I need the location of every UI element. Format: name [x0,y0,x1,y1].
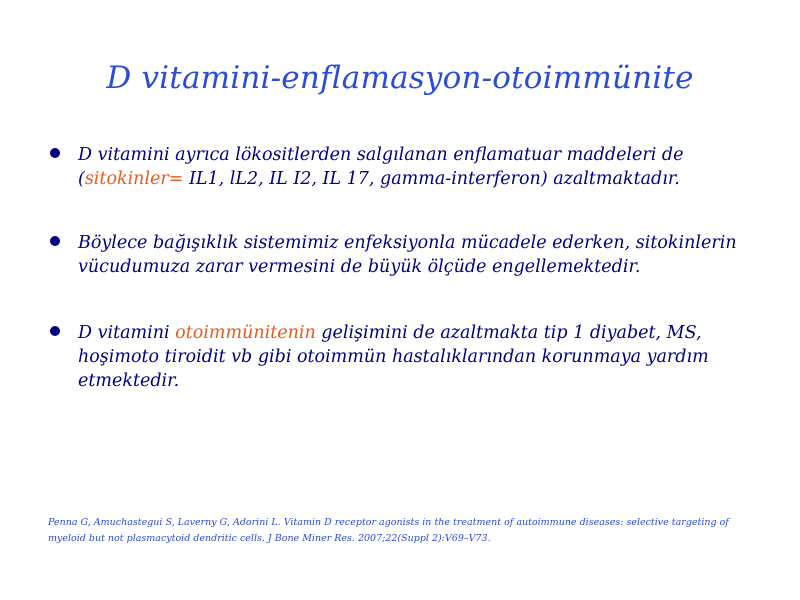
bullet-text-open-paren: ( [78,169,85,189]
bullet-text-after: gelişimini de azaltmakta tip 1 diyabet, MS, hoşimoto tiroidit vb gibi otoimmün hastalıklarından korunmaya yardım etmektedir. [78,323,709,391]
highlight-otoimmunitenin: otoimmünitenin [175,323,316,343]
bullet-item-cytokines [48,143,768,191]
slide-title: D vitamini-enflamasyon-otoimmünite [106,60,694,96]
bullet-dot-icon [50,326,60,336]
bullet-item-immune-system [48,231,768,279]
bullet-text-line2: IL1, lL2, IL I2, IL 17, gamma-interferon) azaltmaktadır. [183,169,680,189]
bullet-dot-icon [50,148,60,158]
highlight-sitokinler: sitokinler= [84,169,184,189]
bullet-item-autoimmunity [48,321,768,393]
bullet-list [48,143,768,433]
bullet-text-line1: D vitamini ayrıca lökositlerden salgılanan enflamatuar maddeleri de [78,145,684,165]
bullet-text-before: D vitamini [78,323,176,343]
bullet-text: Böylece bağışıklık sistemimiz enfeksiyonla mücadele ederken, sitokinlerin vücudumuza zarar vermesini de büyük ölçüde engellemektedir. [78,233,737,277]
bullet-dot-icon [50,236,60,246]
reference-citation: Penna G, Amuchastegui S, Laverny G, Adorini L. Vitamin D receptor agonists in the treatment of autoimmune diseases: selective targeting of myeloid but not plasmacytoid dendritic cells. J Bone Miner Res. 2007;22(Suppl 2):V69–V73. [48,517,729,544]
